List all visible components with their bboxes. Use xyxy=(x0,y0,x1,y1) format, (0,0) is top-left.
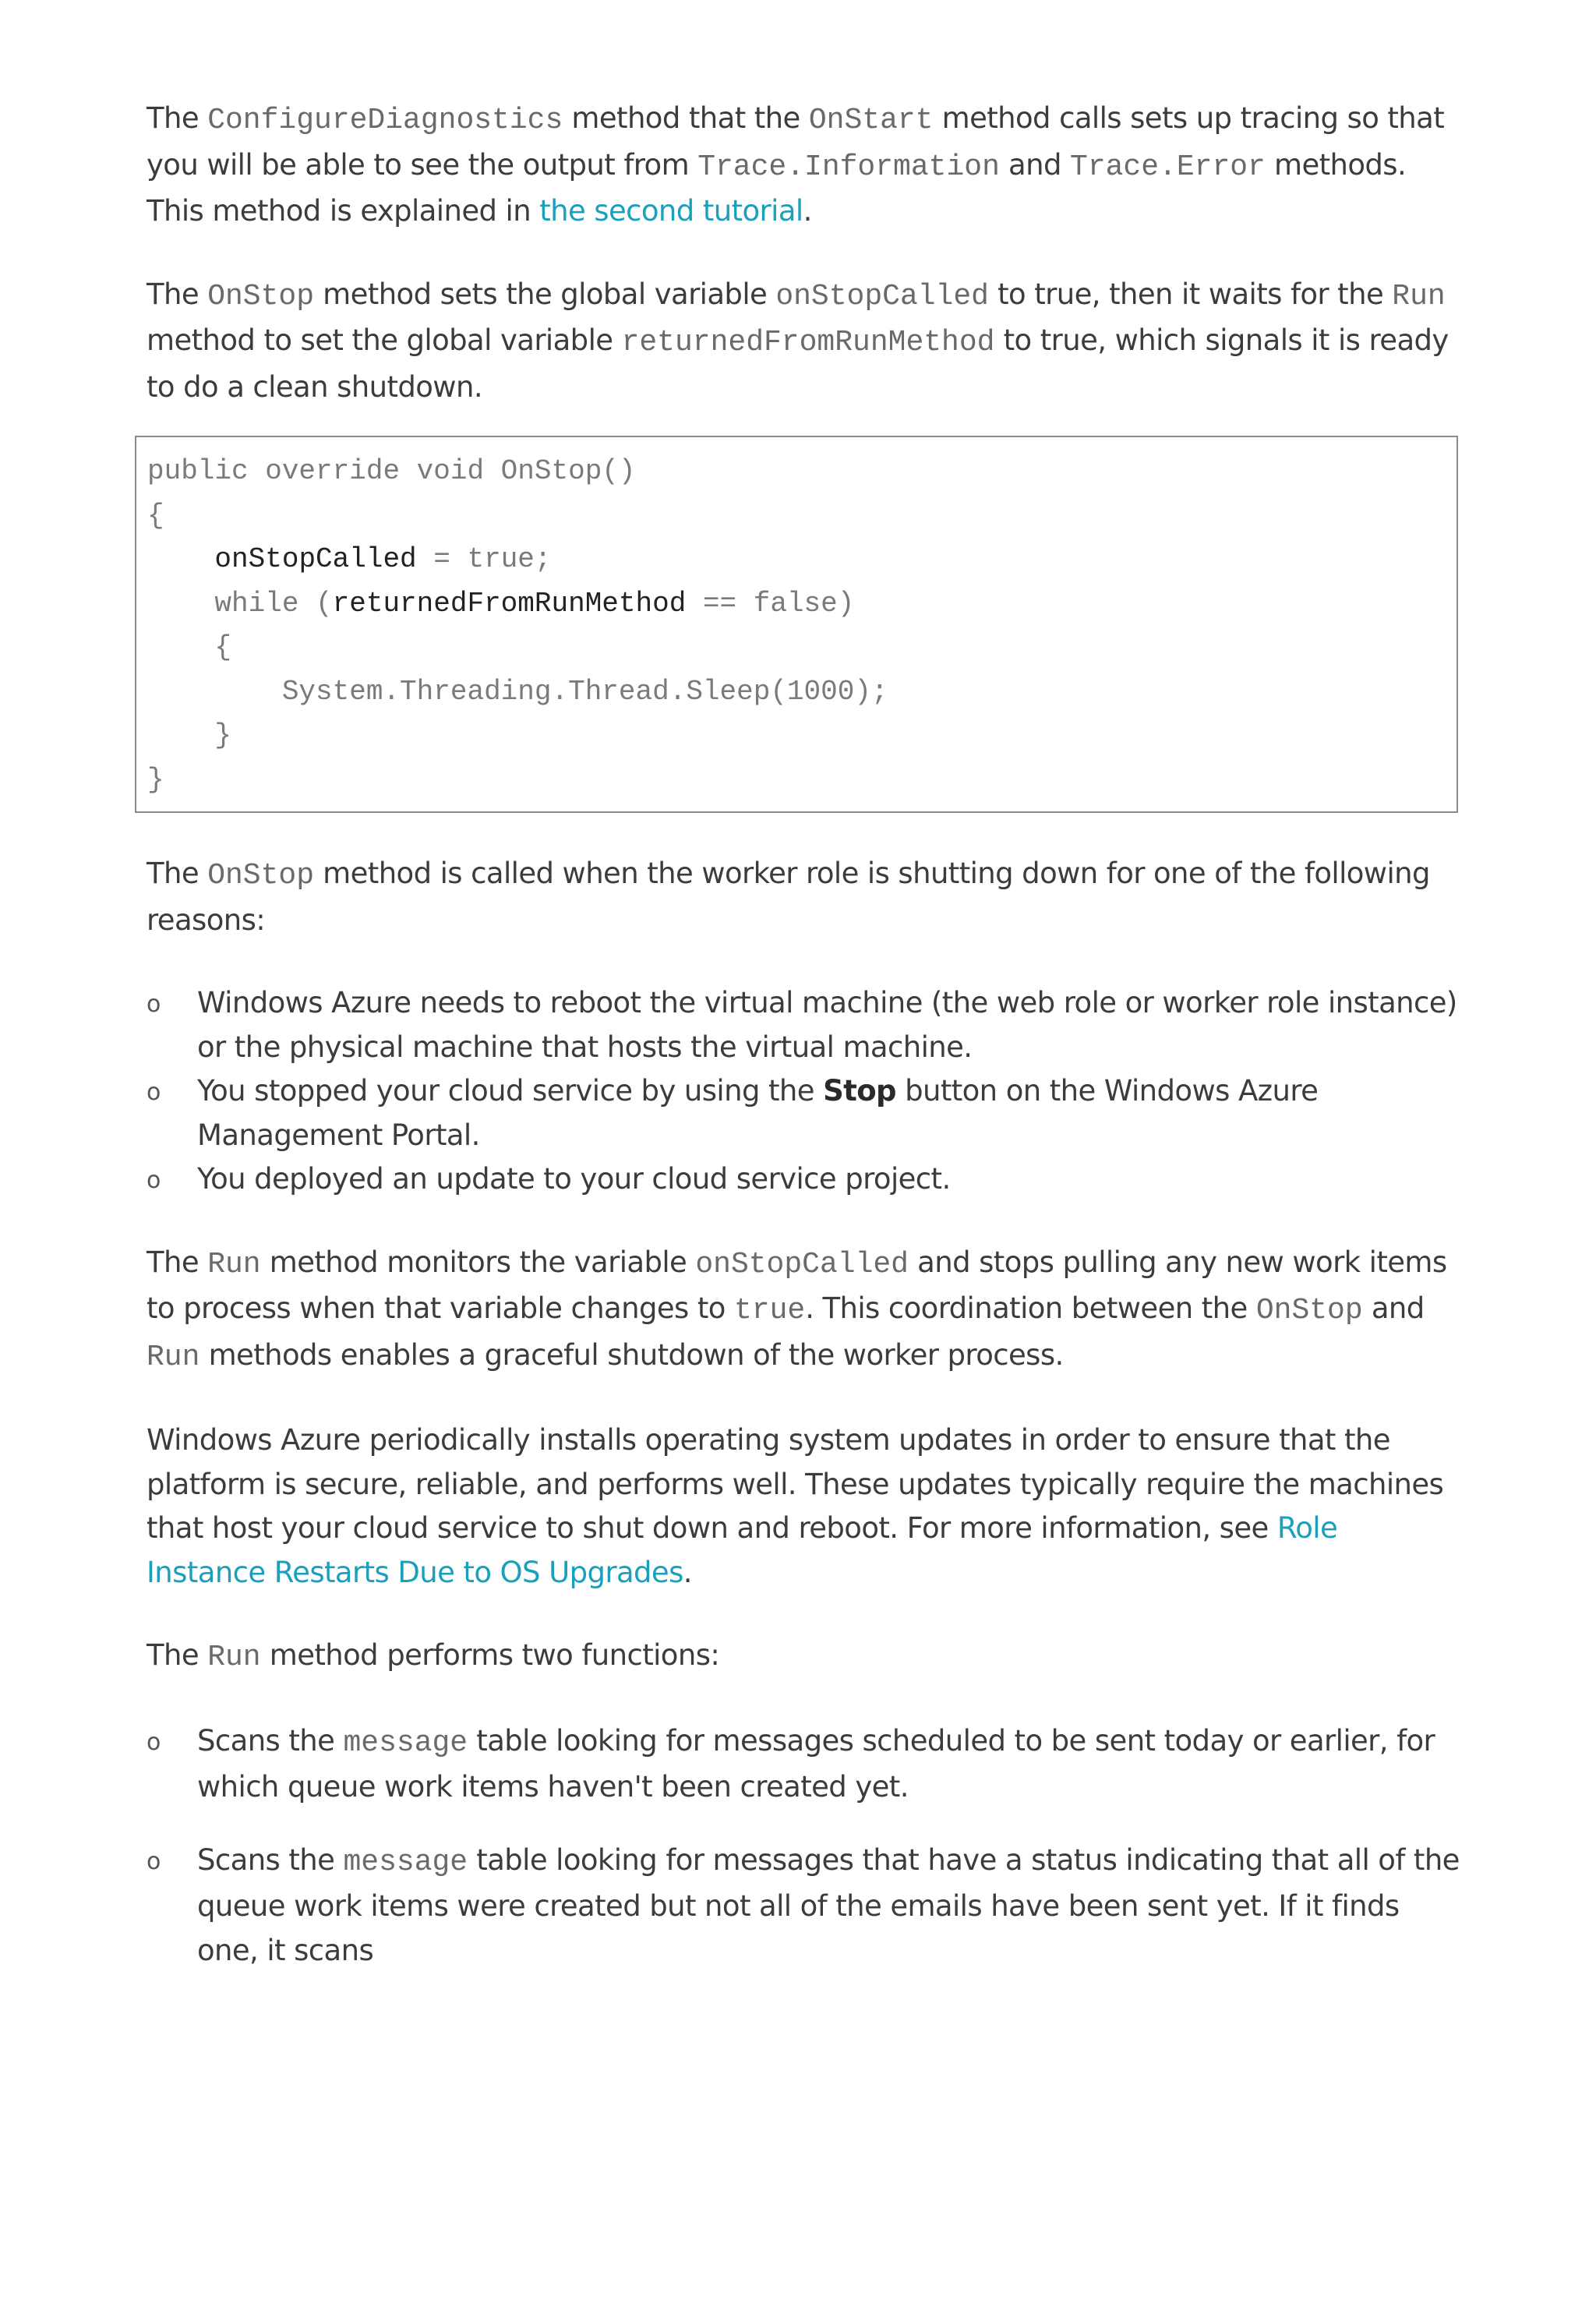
bullet-icon: o xyxy=(147,1167,161,1194)
code-trace-information: Trace.Information xyxy=(697,150,1000,184)
text: Windows Azure periodically installs operating system updates in order to ensure that the platform is secure, reliable, and performs well. These updates typically require the machines that host your cloud service to shut down and reboot. For more information, see xyxy=(147,1423,1444,1545)
code-variable: onStopCalled xyxy=(214,543,417,575)
text: . This coordination between the xyxy=(805,1291,1256,1325)
text: The xyxy=(147,277,208,311)
code-line: { xyxy=(147,631,232,663)
code-line: { xyxy=(147,499,164,532)
reasons-list xyxy=(147,981,1464,1202)
list-item xyxy=(147,1719,1464,1810)
paragraph-onstop-reasons xyxy=(147,852,1464,942)
bullet-icon: o xyxy=(147,1079,161,1106)
list-spacer xyxy=(147,1810,1464,1839)
text: methods enables a graceful shutdown of the worker process. xyxy=(200,1337,1064,1372)
text: method monitors the variable xyxy=(260,1245,696,1279)
text: method calls sets up tracing so that you will be able to see the output from xyxy=(147,101,1445,182)
paragraph-run-monitors xyxy=(147,1241,1464,1380)
paragraph-run-functions xyxy=(147,1634,1464,1680)
text: . xyxy=(683,1555,692,1589)
text: The xyxy=(147,857,208,890)
list-item xyxy=(147,981,1464,1069)
text: and xyxy=(999,147,1071,182)
code-message: message xyxy=(343,1726,468,1760)
code-returnedfromrunmethod: returnedFromRunMethod xyxy=(621,326,995,359)
code-message: message xyxy=(343,1845,468,1879)
code-line: System.Threading.Thread.Sleep(1000); xyxy=(147,675,888,708)
code-text: == false) xyxy=(686,587,855,620)
code-line xyxy=(147,538,1446,582)
bullet-icon: o xyxy=(147,1728,161,1756)
paragraph-configure-diagnostics xyxy=(147,97,1464,234)
text: to true, which signals it is ready to do a clean shutdown. xyxy=(147,323,1449,404)
code-text: = true; xyxy=(416,543,552,575)
list-item-text: table looking for messages scheduled to be sent today or earlier, for which queue work items haven't been created yet. xyxy=(197,1723,1435,1804)
code-run: Run xyxy=(207,1247,261,1281)
code-trace-error: Trace.Error xyxy=(1070,150,1266,184)
code-run: Run xyxy=(207,1641,261,1674)
code-run: Run xyxy=(147,1340,200,1374)
code-configure-diagnostics: ConfigureDiagnostics xyxy=(207,104,563,137)
list-item-text: Scans the xyxy=(197,1723,344,1758)
stop-button-label: Stop xyxy=(823,1074,896,1108)
code-onstart: OnStart xyxy=(808,104,934,137)
role-instance-restarts-link[interactable]: Role Instance Restarts Due to OS Upgrades xyxy=(147,1511,1338,1589)
bullet-icon: o xyxy=(147,1847,161,1875)
code-run: Run xyxy=(1392,279,1446,313)
code-onstop: OnStop xyxy=(207,279,315,313)
paragraph-onstop xyxy=(147,273,1464,410)
code-line: } xyxy=(147,763,164,796)
text: method performs two functions: xyxy=(260,1638,720,1672)
code-line: } xyxy=(147,719,232,751)
list-item-text: table looking for messages that have a status indicating that all of the queue work items were created but not all of the emails have been sent yet. If it finds one, it scans xyxy=(197,1842,1460,1967)
code-line xyxy=(147,582,1446,627)
code-indent xyxy=(147,543,214,575)
second-tutorial-link[interactable]: the second tutorial xyxy=(539,194,803,228)
list-item xyxy=(147,1157,1464,1202)
paragraph-os-updates xyxy=(147,1419,1464,1595)
list-item xyxy=(147,1839,1464,1973)
code-onstop: OnStop xyxy=(207,859,315,892)
code-onstopcalled: onStopCalled xyxy=(775,279,989,313)
code-onstop: OnStop xyxy=(1255,1294,1363,1327)
text: and xyxy=(1362,1291,1425,1325)
text: method to set the global variable xyxy=(147,323,622,357)
list-item-text: button on the Windows Azure Management Portal. xyxy=(197,1074,1319,1152)
list-item xyxy=(147,1069,1464,1157)
text: method that the xyxy=(563,101,809,135)
list-item-text: Scans the xyxy=(197,1842,344,1877)
code-onstopcalled: onStopCalled xyxy=(695,1247,909,1281)
list-item-text: Windows Azure needs to reboot the virtual machine (the web role or worker role instance) or the physical machine that hosts the virtual machine. xyxy=(197,986,1457,1064)
text: . xyxy=(803,194,812,228)
text: method sets the global variable xyxy=(314,277,776,311)
functions-list xyxy=(147,1719,1464,1973)
code-variable: returnedFromRunMethod xyxy=(332,587,687,620)
list-item-text: You deployed an update to your cloud service project. xyxy=(197,1162,951,1196)
text: The xyxy=(147,1638,208,1672)
text: methods. This method is explained in xyxy=(147,147,1407,228)
text: and stops pulling any new work items to process when that variable changes to xyxy=(147,1245,1447,1325)
code-text: while ( xyxy=(147,587,333,620)
text: to true, then it waits for the xyxy=(988,277,1393,311)
document-page xyxy=(147,97,1464,1973)
code-true: true xyxy=(733,1294,806,1327)
code-line: public override void OnStop() xyxy=(147,455,636,487)
text: The xyxy=(147,1245,208,1279)
list-item-text: You stopped your cloud service by using the xyxy=(197,1074,824,1108)
bullet-icon: o xyxy=(147,991,161,1018)
code-block-onstop xyxy=(135,436,1458,813)
text: method is called when the worker role is shutting down for one of the following reasons: xyxy=(147,857,1430,937)
text: The xyxy=(147,101,208,135)
